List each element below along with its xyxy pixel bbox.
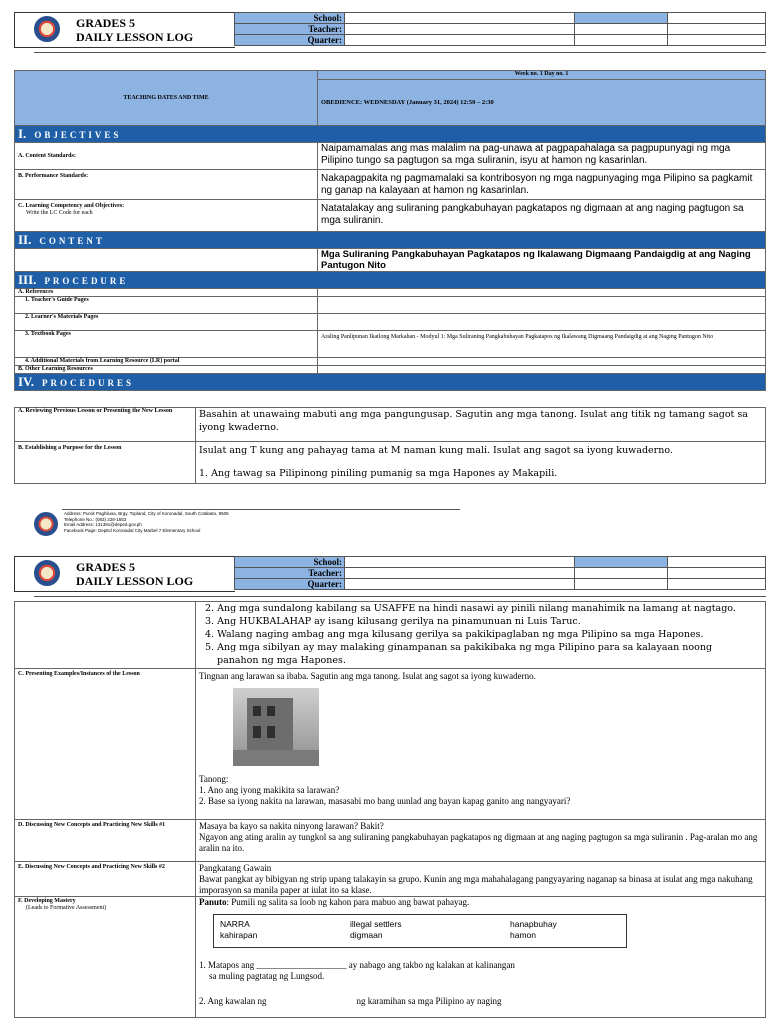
header-box [14,12,235,48]
session-info: OBEDIENCE: WEDNESDAY (January 31, 2024) 12:50 – 2:30 [318,80,766,126]
textbook-pages-label: 3. Textbook Pages [15,331,318,358]
establishing-purpose-value: Isulat ang T kung ang pahayag tama at M naman kung mali. Isulat ang sagot sa iyong kuwaderno. 1. Ang tawag sa Pilipinong piniling pumanig sa mga Hapones ay Makapili. [196,442,766,484]
header-divider [34,52,766,53]
tg-pages-label: 1. Teacher's Guide Pages [15,297,318,314]
content-standards-value: Naipamamalas ang mas malalim na pag-unawa at pagpapahalaga sa pagpupunyagi ng mga Pilipino tungo sa pagtugon sa mga suliranin, isyu at hamon ng kasarinlan. [318,143,766,170]
header-info-table [234,12,766,46]
school-label-2: School: [235,557,345,568]
procedure-header: III. PROCEDURE [15,272,766,289]
header-title-grade-2: GRADES 5 [76,560,136,574]
procedures-header: IV. PROCEDURES [15,374,766,391]
presenting-examples-label: C. Presenting Examples/Instances of the Lesson [15,669,196,820]
week-day: Week no. 1 Day no. 1 [318,71,766,80]
header-divider-2 [34,596,766,597]
footer-contact: Address: Purok Paghilusa, Brgy. Topland, City of Koronadal, South Cotabato, 9506 Telephone No.: (083) 228-1553 Email Address: 131381@deped.gov.ph Facebook Page: DepEd Koronadal City Marbel 7 Elementary School [64,511,229,533]
objectives-header: I. OBJECTIVES [15,126,766,143]
lesson-log-table-2 [14,601,766,1018]
lr-portal-label: 4. Additional Materials from Learning Resource (LR) portal [15,358,318,366]
content-standards-label: A. Content Standards: [15,143,318,170]
header-title-dll: DAILY LESSON LOG [76,30,194,44]
header-title-dll-2: DAILY LESSON LOG [76,574,194,588]
establishing-purpose-label: B. Establishing a Purpose for the Lesson [15,442,196,484]
references-label: A. References [15,289,318,297]
developing-mastery-value: Panuto: Pumili ng salita sa loob ng kahon para mabuo ang bawat pahayag. NARRA illegal settlers hanapbuhay kahirapan digmaan hamon 1. Matapos ang ____________________ ay nabago ang takbo ng kalakan at kalinangan sa muling pagtatag ng Lungsod. 2. Ang kawalan ng ng karamihan sa mga Pilipino ay naging [196,897,766,1018]
footer-divider [62,509,460,510]
teacher-label: Teacher: [235,24,345,35]
performance-standards-value: Nakapagpakita ng pagmamalaki sa kontribosyon ng mga nagpunyaging mga Pilipino sa pagkamit ng ganap na kalayaan at hamon ng kasarinlan. [318,170,766,200]
footer-seal-icon [34,512,58,536]
quarter-label: Quarter: [235,35,345,46]
reviewing-lesson-label: A. Reviewing Previous Lesson or Presenting the New Lesson [15,408,196,442]
content-value: Mga Suliraning Pangkabuhayan Pagkatapos ng Ikalawang Digmaang Pandaigdig at ang Naging Pantugon Nito [318,249,766,272]
header-info-table-2 [234,556,766,590]
textbook-pages-value: Araling Panlipunan Ikatlong Markahan - Modyul 1: Mga Suliraning Pangkabuhayan Pagkatapos ng Ikalawang Digmaang Pandaigdig at ang Naging Pantugon Nito [318,331,766,358]
competency-label: C. Learning Competency and Objectives: Write the LC Code for each [15,200,318,232]
purpose-items-continued: 2. Ang mga sundalong kabilang sa USAFFE na hindi nasawi ay pinili nilang manahimik na lamang at nagtago. 3. Ang HUKBALAHAP ay isang kilusang gerilya na pinamunuan ni Luis Taruc. 4. Walang naging ambag ang mga kilusang gerilya sa pakikipaglaban ng mga Pilipino sa mga Hapones. 5. Ang mga sibilyan ay may malaking ginampanan sa pakikibaka ng mga Pilipino para sa kalayaan noong panahon ng mga Hapones. [196,602,766,669]
lesson-log-table-1 [14,70,766,391]
developing-mastery-label: F. Developing Mastery (Leads to Formative Assessment) [15,897,196,1018]
teaching-dates-label: TEACHING DATES AND TIME [15,71,318,126]
competency-value: Natatalakay ang suliraning pangkabuhayan pagkatapos ng digmaan at ang naging pagtugon sa mga suliranin. [318,200,766,232]
school-label: School: [235,13,345,24]
header-title-grade: GRADES 5 [76,16,136,30]
content-header: II. CONTENT [15,232,766,249]
discussing-1-value: Masaya ba kayo sa nakita ninyong larawan? Bakit? Ngayon ang ating aralin ay tungkol sa ang suliraning pangkabuhayan pagkatapos ng digmaan at ang naging pagtugon sa mga suliranin . Pag-aralan mo ang aralin na ito. [196,820,766,862]
reviewing-lesson-value: Basahin at unawaing mabuti ang mga pangungusap. Sagutin ang mga tanong. Isulat ang titik ng tamang sagot sa iyong kwaderno. [196,408,766,442]
ruined-building-image [233,688,319,766]
performance-standards-label: B. Performance Standards: [15,170,318,200]
discussing-2-value: Pangkatang Gawain Bawat pangkat ay bibigyan ng strip upang talakayin sa grupo. Kunin ang mga mahahalagang pangyayaring naganap sa binasa at isulat ang mga nakuhang imporasyon sa manila paper at iulat ito sa klase. [196,862,766,897]
teacher-label-2: Teacher: [235,568,345,579]
word-box: NARRA illegal settlers hanapbuhay kahirapan digmaan hamon [213,914,627,948]
header-box-2 [14,556,235,592]
discussing-2-label: E. Discussing New Concepts and Practicing New Skills #2 [15,862,196,897]
quarter-label-2: Quarter: [235,579,345,590]
discussing-1-label: D. Discussing New Concepts and Practicing New Skills #1 [15,820,196,862]
lesson-log-table-1b [14,407,766,484]
lm-pages-label: 2. Learner's Materials Pages [15,314,318,331]
presenting-examples-value: Tingnan ang larawan sa ibaba. Sagutin ang mga tanong. Isulat ang sagot sa iyong kuwaderno. Tanong: 1. Ano ang iyong makikita sa larawan? 2. Base sa iyong nakita na larawan, masasabi mo bang uunlad ang bayan kapag ganito ang nangyayari? [196,669,766,820]
other-resources-label: B. Other Learning Resources [15,366,318,374]
